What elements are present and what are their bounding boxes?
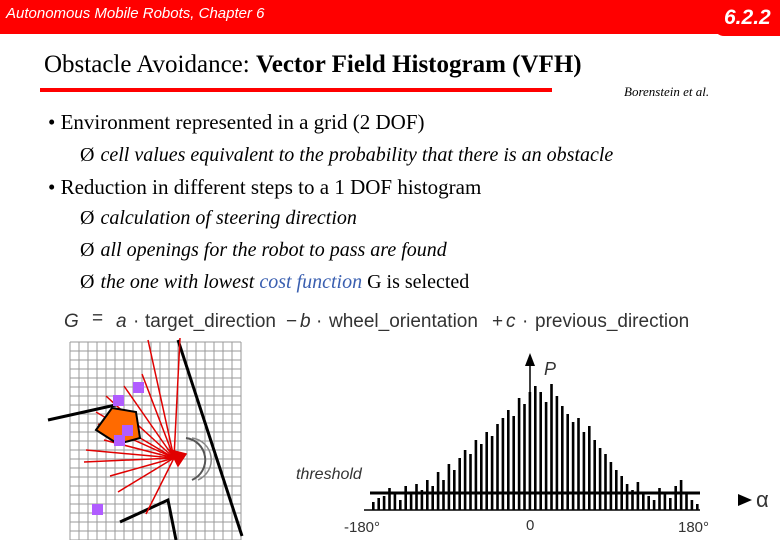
histogram-bar <box>485 432 488 510</box>
formula-minus: − <box>286 311 298 332</box>
tick-label-min: -180° <box>344 519 381 536</box>
bullet-text: Reduction in different steps to a 1 DOF histogram <box>60 175 482 199</box>
histogram-bar <box>453 470 456 510</box>
histogram-bar <box>572 422 575 510</box>
subbullet-text: all openings for the robot to pass are found <box>100 239 447 261</box>
histogram-bar <box>502 418 505 510</box>
histogram-bar <box>372 502 375 510</box>
histogram-bar <box>512 416 515 510</box>
threshold-label: threshold <box>296 466 362 483</box>
histogram-bar <box>680 480 683 510</box>
histogram-bar <box>431 486 434 510</box>
citation: Borenstein et al. <box>624 84 710 99</box>
formula-lhs: G <box>64 311 79 332</box>
histogram-bar <box>626 484 629 510</box>
occupied-cell <box>113 395 124 406</box>
subbullet-cost <box>80 271 469 294</box>
histogram-bar <box>496 424 499 510</box>
subbullet-text-post: G is selected <box>362 271 470 293</box>
histogram-bar <box>637 482 640 510</box>
histogram-bar <box>480 444 483 510</box>
histogram-bar <box>647 496 650 510</box>
wall-lower <box>120 500 176 540</box>
tick-label-max: 180° <box>678 519 710 536</box>
occupied-cell <box>133 382 144 393</box>
histogram-bar <box>674 486 677 510</box>
formula-dot-2: · <box>316 311 323 332</box>
subbullet-cell-values <box>80 144 613 167</box>
formula-equals: = <box>92 308 104 329</box>
histogram-bar <box>566 414 569 510</box>
histogram-bar <box>685 492 688 510</box>
histogram-bar <box>458 458 461 510</box>
tick-label-zero: 0 <box>526 517 535 534</box>
arrow-icon: Ø <box>80 239 95 261</box>
polar-histogram-bars <box>372 384 699 510</box>
histogram-bar <box>404 486 407 510</box>
histogram-bar <box>437 472 440 510</box>
section-number: 6.2.2 <box>724 6 771 29</box>
formula-plus: + <box>492 311 504 332</box>
histogram-bar <box>669 498 672 510</box>
bullet-reduction <box>48 175 481 200</box>
histogram-bar <box>593 440 596 510</box>
arrow-icon: Ø <box>80 144 95 166</box>
title-rule <box>40 88 552 92</box>
histogram-bar <box>442 480 445 510</box>
slide-title-prefix: Obstacle Avoidance: <box>44 51 256 78</box>
subbullet-text-pre: the one with lowest <box>100 271 260 293</box>
histogram-bar <box>410 492 413 510</box>
histogram-bar <box>377 498 380 510</box>
arrow-icon: Ø <box>80 207 95 229</box>
histogram-bar <box>604 454 607 510</box>
histogram-bar <box>588 426 591 510</box>
formula-term-target: target_direction <box>145 311 276 332</box>
formula-b: b <box>300 311 311 332</box>
histogram-bar <box>583 432 586 510</box>
formula-term-previous: previous_direction <box>535 311 690 332</box>
histogram-bar <box>664 494 667 510</box>
histogram-bar <box>577 418 580 510</box>
subbullet-text: cell values equivalent to the probability that there is an obstacle <box>100 144 614 166</box>
histogram-bar <box>464 450 467 510</box>
subbullet-steering <box>80 207 357 230</box>
walls <box>48 340 242 540</box>
histogram-bar <box>550 384 553 510</box>
histogram-bar <box>394 494 397 510</box>
sensor-ray <box>174 338 180 458</box>
vfh-figure <box>0 300 780 540</box>
histogram-bar <box>615 470 618 510</box>
alpha-axis-arrow-icon <box>738 494 752 506</box>
occupied-cell <box>122 425 133 436</box>
p-axis-arrow-icon <box>525 353 535 366</box>
slide-title-bold: Vector Field Histogram (VFH) <box>255 51 582 78</box>
chapter-title: Autonomous Mobile Robots, Chapter 6 <box>6 5 265 22</box>
histogram-bar <box>599 448 602 510</box>
histogram-bar <box>448 464 451 510</box>
histogram-bar <box>415 484 418 510</box>
histogram-bar <box>653 500 656 510</box>
histogram-bar <box>469 454 472 510</box>
histogram-bar <box>691 500 694 510</box>
occupied-cell <box>92 504 103 515</box>
histogram-bar <box>507 410 510 510</box>
histogram-bar <box>642 492 645 510</box>
formula-dot-1: · <box>133 311 140 332</box>
histogram-bar <box>383 496 386 510</box>
histogram-bar <box>534 386 537 510</box>
histogram-bar <box>491 436 494 510</box>
formula-a: a <box>116 311 127 332</box>
histogram-bar <box>426 480 429 510</box>
histogram-bar <box>610 462 613 510</box>
histogram-bar <box>658 488 661 510</box>
bullet-marker: • <box>48 175 56 199</box>
bullet-environment <box>48 110 425 135</box>
histogram-bar <box>696 504 699 510</box>
formula-c: c <box>506 311 516 332</box>
histogram-bar <box>475 440 478 510</box>
formula-term-wheel: wheel_orientation <box>329 311 478 332</box>
bullet-text: Environment represented in a grid (2 DOF) <box>60 110 425 134</box>
slide-title <box>44 51 582 79</box>
formula-dot-3: · <box>522 311 529 332</box>
cost-function-term: cost function <box>259 271 363 293</box>
subbullet-openings <box>80 239 447 262</box>
bullet-marker: • <box>48 110 56 134</box>
arrow-icon: Ø <box>80 271 95 293</box>
p-axis-label: P <box>544 359 557 379</box>
histogram-bar <box>388 488 391 510</box>
occupied-cell <box>114 435 125 446</box>
subbullet-text: calculation of steering direction <box>100 207 357 229</box>
histogram-bar <box>399 500 402 510</box>
alpha-axis-label: α <box>756 487 769 512</box>
